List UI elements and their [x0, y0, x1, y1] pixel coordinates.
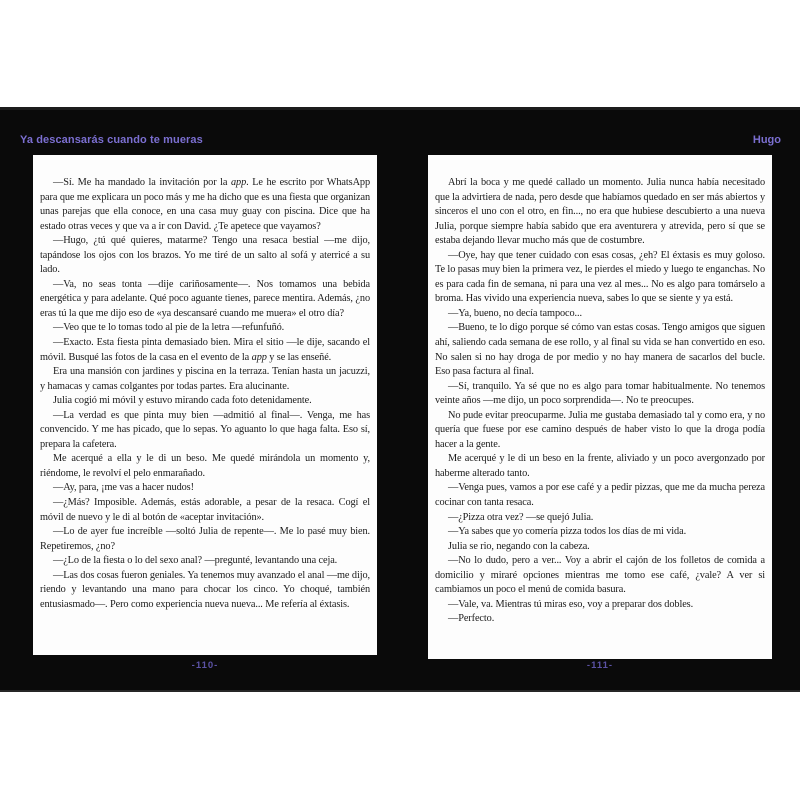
paragraph: —Bueno, te lo digo porque sé cómo van estas cosas. Tengo amigos que siguen ahí, saliendo cada semana de ese rollo, y al final su vida se han convertido en eso. No salen si no hay droga de por medio y no hay manera de sacarlos del bucle. Eso pasa factura al final. [435, 322, 765, 378]
page-number-right: -111- [586, 660, 614, 671]
paragraph: —¿Pizza otra vez? —se quejó Julia. [448, 511, 594, 523]
paragraph: —Exacto. Esta fiesta pinta demasiado bien. Mira el sitio —le dije, sacando el móvil. Busqué las fotos de la casa en el evento de la app y se las enseñé. [40, 337, 370, 363]
page-right[interactable] [428, 155, 772, 659]
paragraph: Me acerqué a ella y le di un beso. Me quedé mirándola un momento y, riéndome, le revolví el pelo enmarañado. [40, 453, 370, 479]
paragraph: —Ya sabes que yo comería pizza todos los días de mi vida. [448, 526, 687, 538]
running-header-book-title: Ya descansarás cuando te mueras [20, 134, 203, 146]
paragraph: —¿Lo de la fiesta o lo del sexo anal? —pregunté, levantando una ceja. [53, 555, 338, 567]
paragraph: —Sí. Me ha mandado la invitación por la app. Le he escrito por WhatsApp para que me explicara un poco más y me ha dicho que es una fiesta que organizan unas parejas que ella conoce, en una casa muy guay con piscina. Dice que ha estado otras veces y que va a ir con David. ¿Te apetece que vayamos? [40, 177, 370, 232]
paragraph: Era una mansión con jardines y piscina en la terraza. Tenían hasta un jacuzzi, y hamacas y camas colgantes por todas partes. Era alucinante. [40, 366, 370, 392]
page-left[interactable] [33, 155, 377, 655]
reader-background [0, 107, 800, 692]
paragraph: —La verdad es que pinta muy bien —admitió al final—. Venga, me has convencido. Y me has picado, que lo sepas. Yo aguanto lo que haga falta. Eso sí, prepara la cafetera. [40, 409, 370, 450]
page-number-left: -110- [191, 660, 219, 671]
page-left-text [40, 176, 370, 612]
paragraph: —No lo dudo, pero a ver... Voy a abrir el cajón de los folletos de comida a domicilio y miraré opciones mientras me tomo ese café, ¿vale? A ver si cambiamos un poco el menú de comida basura. [435, 555, 765, 596]
paragraph: —Va, no seas tonta —dije cariñosamente—. Nos tomamos una bebida energética y para adelante. Qué poco aguante tienes, parece mentira. Además, ¿no eras tú la que me dijo eso de «ya descansaré cuando me muera» el otro día? [40, 278, 370, 319]
paragraph: —Oye, hay que tener cuidado con esas cosas, ¿eh? El éxtasis es muy goloso. Te lo pasas muy bien la primera vez, le pierdes el miedo y luego te enganchas. No es para cada fin de semana, ni para una vez al mes... No es algo para tomárselo a broma. Has vivido una experiencia nueva, sabes lo que se siente y ya está. [435, 249, 765, 305]
paragraph: Abrí la boca y me quedé callado un momento. Julia nunca había necesitado que la advirtiera de nada, pero desde que habíamos quedado en ser más abiertos y sinceros el uno con el otro, en fin..., no era que hubiese descubierto a una nueva Julia, porque siempre había sabido que era aventurera y atrevida, pero sí que se estaba dejando llevar mucho más que de costumbre. [435, 177, 765, 247]
paragraph: —Ya, bueno, no decía tampoco... [448, 307, 582, 319]
paragraph: —Venga pues, vamos a por ese café y a pedir pizzas, que me da mucha pereza cocinar con tanta resaca. [435, 482, 765, 509]
paragraph: —¿Más? Imposible. Además, estás adorable, a pesar de la resaca. Cogí el móvil de nuevo y le di al botón de «aceptar invitación». [40, 497, 370, 523]
paragraph: —Sí, tranquilo. Ya sé que no es algo para tomar habitualmente. No tenemos veinte años —me dijo, un poco sorprendida—. No te preocupes. [435, 380, 765, 407]
running-header-chapter-title: Hugo [752, 134, 781, 146]
paragraph: Julia se rio, negando con la cabeza. [448, 540, 590, 552]
paragraph: Julia cogió mi móvil y estuvo mirando cada foto detenidamente. [53, 395, 312, 407]
paragraph: Me acerqué y le di un beso en la frente, aliviado y un poco avergonzado por haberme alterado tanto. [435, 453, 765, 479]
paragraph: No pude evitar preocuparme. Julia me gustaba demasiado tal y como era, y no quería que fuese por ese camino después de haber visto lo que la droga podía hacer a la gente. [435, 409, 765, 450]
paragraph: —Ay, para, ¡me vas a hacer nudos! [53, 482, 194, 494]
paragraph: —Las dos cosas fueron geniales. Ya tenemos muy avanzado el anal —me dijo, riendo y levantando una mano para chocar los cinco. Yo choqué, también entusiasmado—. Pero como experiencia nueva nueva... Me refería al éxtasis. [40, 569, 370, 610]
paragraph: —Vale, va. Mientras tú miras eso, voy a preparar dos dobles. [448, 598, 694, 610]
paragraph: —Perfecto. [448, 613, 495, 625]
page-right-text [435, 176, 765, 627]
paragraph: —Lo de ayer fue increíble —soltó Julia de repente—. Me lo pasé muy bien. Repetiremos, ¿no? [40, 526, 370, 552]
paragraph: —Veo que te lo tomas todo al pie de la letra —refunfuñó. [53, 322, 285, 334]
paragraph: —Hugo, ¿tú qué quieres, matarme? Tengo una resaca bestial —me dijo, tapándose los ojos con los brazos. Yo me tiré de un salto al sofá y aterricé a su lado. [40, 235, 370, 276]
